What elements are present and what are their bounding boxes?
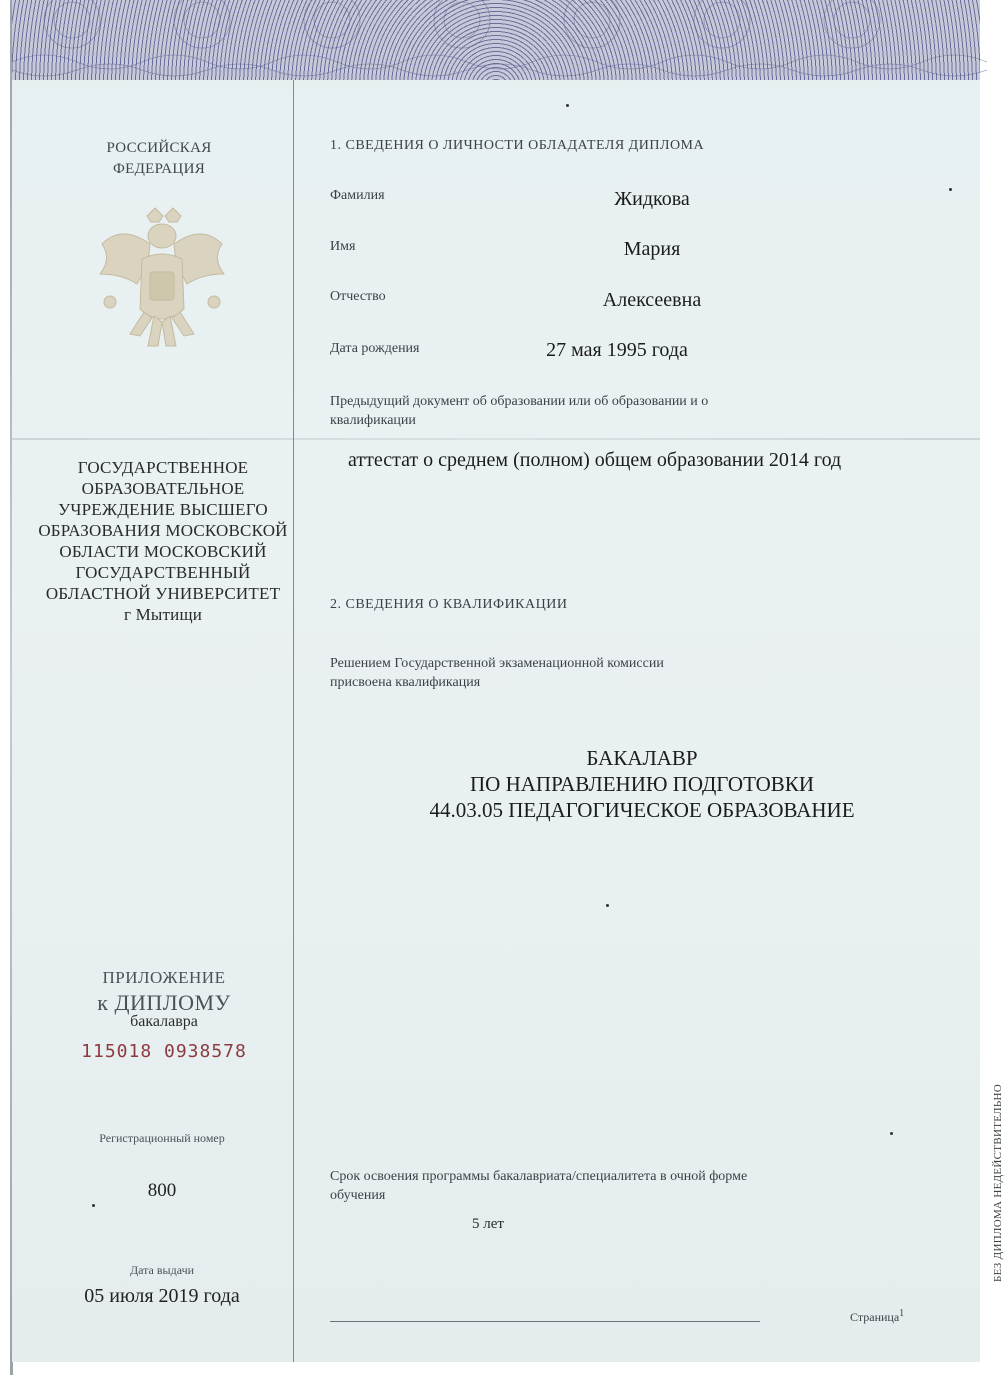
dob-label: Дата рождения <box>330 341 420 356</box>
name-label: Имя <box>330 239 356 254</box>
name-value: Мария <box>623 238 681 260</box>
page-label: Страница <box>850 1310 900 1324</box>
term-label: Срок освоения программы бакалавриата/специалитета в очной форме обучения <box>330 1169 748 1203</box>
section2-title: 2. СВЕДЕНИЯ О КВАЛИФИКАЦИИ <box>330 597 568 612</box>
qualification-block <box>312 745 972 823</box>
speck <box>92 1204 95 1207</box>
prev-doc-value: аттестат о среднем (полном) общем образовании 2014 год <box>348 449 842 471</box>
surname-value: Жидкова <box>614 188 690 210</box>
issue-date-label: Дата выдачи <box>129 1263 195 1277</box>
decision-label: Решением Государственной экзаменационной комиссии присвоена квалификация <box>330 656 664 690</box>
degree-level: бакалавра <box>130 1013 198 1030</box>
institution-title: ГОСУДАРСТВЕННОЕ ОБРАЗОВАТЕЛЬНОЕ УЧРЕЖДЕНИЕ ВЫСШЕГО ОБРАЗОВАНИЯ МОСКОВСКОЙ ОБЛАСТИ МОСКОВСКИЙ ГОСУДАРСТВЕННЫЙ ОБЛАСТНОЙ УНИВЕРСИТЕТ <box>38 458 288 603</box>
guilloche-pattern <box>12 0 980 80</box>
page-number: 1 <box>899 1308 905 1319</box>
prev-doc-label: Предыдущий документ об образовании или об образовании и о квалификации <box>330 394 709 428</box>
qualification-degree: БАКАЛАВР <box>586 746 698 770</box>
appendix-title: ПРИЛОЖЕНИЕ <box>102 968 226 987</box>
fold-line <box>12 438 980 440</box>
double-headed-eagle-icon <box>92 204 232 354</box>
issue-date-value: 05 июля 2019 года <box>84 1285 240 1307</box>
patronymic-label: Отчество <box>330 289 386 304</box>
patronymic-value: Алексеевна <box>602 289 702 311</box>
reg-number-label: Регистрационный номер <box>99 1131 225 1145</box>
signature-line <box>330 1321 760 1322</box>
validity-note: БЕЗ ДИПЛОМА НЕДЕЙСТВИТЕЛЬНО <box>992 1084 1004 1282</box>
column-divider <box>293 80 294 1362</box>
speck <box>949 188 952 191</box>
qualification-program: 44.03.05 ПЕДАГОГИЧЕСКОЕ ОБРАЗОВАНИЕ <box>429 798 855 822</box>
term-value: 5 лет <box>472 1216 504 1232</box>
reg-number-value: 800 <box>147 1180 177 1201</box>
serial-number: 115018 0938578 <box>81 1041 247 1062</box>
country-title: РОССИЙСКАЯ ФЕДЕРАЦИЯ <box>106 140 212 177</box>
appendix-subtitle: к ДИПЛОМУ <box>97 990 231 1015</box>
speck <box>606 904 609 907</box>
diploma-appendix-sheet <box>12 0 1004 1362</box>
surname-label: Фамилия <box>330 188 385 203</box>
dob-value: 27 мая 1995 года <box>546 339 688 361</box>
qualification-direction: ПО НАПРАВЛЕНИЮ ПОДГОТОВКИ <box>470 772 814 796</box>
institution-city: г Мытищи <box>123 605 203 624</box>
speck <box>890 1132 893 1135</box>
speck <box>566 104 569 107</box>
page-indicator <box>850 1308 904 1325</box>
section1-title: 1. СВЕДЕНИЯ О ЛИЧНОСТИ ОБЛАДАТЕЛЯ ДИПЛОМА <box>330 138 705 153</box>
institution-name <box>32 457 294 625</box>
